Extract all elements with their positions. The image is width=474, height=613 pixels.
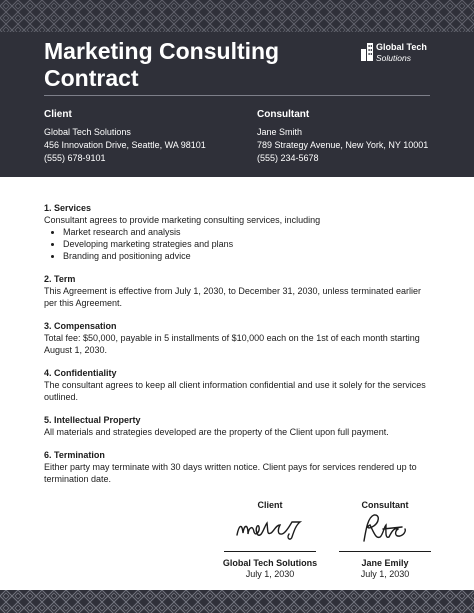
consultant-address: 789 Strategy Avenue, New York, NY 10001 xyxy=(257,140,429,150)
contract-body xyxy=(44,202,434,496)
logo-text-primary: Global Tech xyxy=(376,42,427,52)
section-title: 6. Termination xyxy=(44,450,105,460)
diamond-pattern-bottom xyxy=(0,590,474,613)
client-signature-line xyxy=(224,551,316,552)
consultant-signature-line xyxy=(339,551,431,552)
section-title: 2. Term xyxy=(44,274,76,284)
section-confidentiality xyxy=(44,367,434,403)
section-title: 3. Compensation xyxy=(44,321,117,331)
section-text: Consultant agrees to provide marketing consulting services, including xyxy=(44,215,321,225)
contract-title xyxy=(44,38,344,92)
company-logo xyxy=(361,41,441,69)
consultant-signatory-name: Jane Emily xyxy=(361,558,409,568)
header-divider xyxy=(44,95,430,96)
building-icon xyxy=(361,43,373,61)
section-text: All materials and strategies developed are the property of the Client upon full payment. xyxy=(44,427,389,437)
section-termination xyxy=(44,449,434,485)
section-title: 4. Confidentiality xyxy=(44,368,117,378)
list-item: • Branding and positioning advice xyxy=(63,250,434,262)
section-services xyxy=(44,202,434,262)
section-term xyxy=(44,273,434,309)
consultant-signature-label: Consultant xyxy=(361,500,409,510)
consultant-signature-image xyxy=(358,511,410,547)
logo-text-secondary: Solutions xyxy=(376,53,411,63)
section-title: 1. Services xyxy=(44,203,92,213)
list-item: • Developing marketing strategies and plans xyxy=(63,238,434,250)
client-phone: (555) 678-9101 xyxy=(44,153,106,163)
section-text: This Agreement is effective from July 1, 2030, to December 31, 2030, unless terminated earlier per this Agreement. xyxy=(44,286,422,308)
client-heading: Client xyxy=(44,109,72,120)
diamond-pattern-top xyxy=(0,0,474,32)
section-text: Total fee: $50,000, payable in 5 installments of $10,000 each on the 1st of each month starting August 1, 2030. xyxy=(44,333,420,355)
client-signature-image xyxy=(234,513,306,545)
client-address: 456 Innovation Drive, Seattle, WA 98101 xyxy=(44,140,206,150)
consultant-name: Jane Smith xyxy=(257,127,303,137)
section-text: The consultant agrees to keep all client information confidential and use it solely for the services outlined. xyxy=(44,380,426,402)
consultant-phone: (555) 234-5678 xyxy=(257,153,319,163)
client-signature-label: Client xyxy=(257,500,283,510)
services-list xyxy=(44,226,434,262)
title-line-2: Contract xyxy=(44,65,139,91)
list-item: • Market research and analysis xyxy=(63,226,434,238)
section-text: Either party may terminate with 30 days written notice. Client pays for services rendered up to termination date. xyxy=(44,462,417,484)
contract-header xyxy=(0,0,474,177)
footer-pattern xyxy=(0,590,474,613)
section-compensation xyxy=(44,320,434,356)
section-intellectual-property xyxy=(44,414,434,438)
client-signatory-name: Global Tech Solutions xyxy=(222,558,318,568)
client-name: Global Tech Solutions xyxy=(44,127,131,137)
client-signature-date: July 1, 2030 xyxy=(245,569,295,579)
consultant-heading: Consultant xyxy=(257,109,310,120)
section-title: 5. Intellectual Property xyxy=(44,415,141,425)
title-line-1: Marketing Consulting xyxy=(44,38,280,64)
consultant-signature-date: July 1, 2030 xyxy=(360,569,410,579)
